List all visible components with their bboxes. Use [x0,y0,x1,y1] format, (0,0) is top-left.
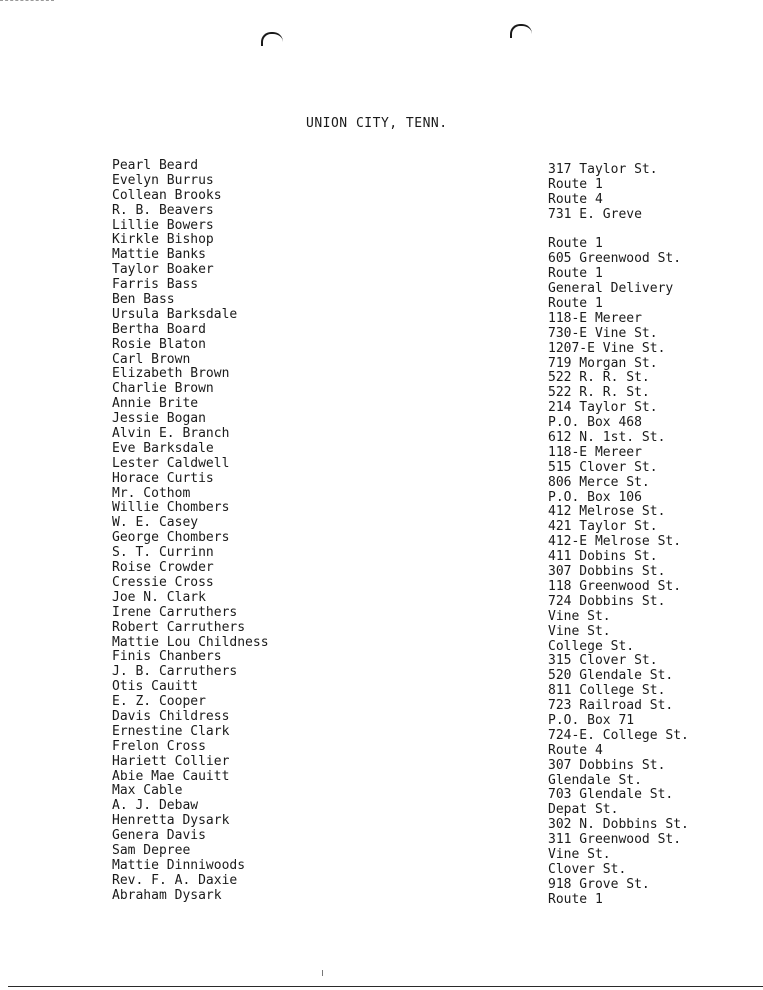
entry-name: Rosie Blaton [112,336,206,352]
entry-address: Vine St. [548,846,611,862]
entry-name: Hariett Collier [112,753,230,769]
entry-address: 118-E Mereer [548,444,642,460]
entry-address: 730-E Vine St. [548,325,658,341]
entry-name: A. J. Debaw [112,798,199,814]
entry-address: 522 R. R. St. [548,385,650,401]
entry-address: General Delivery [548,281,674,297]
entry-address: 703 Glendale St. [548,787,674,803]
entry-address: Route 1 [548,891,603,907]
entry-address: College St. [548,638,635,654]
entry-name: Henretta Dysark [112,813,230,829]
entry-address: 302 N. Dobbins St. [548,817,689,833]
entry-address: 307 Dobbins St. [548,757,666,773]
entry-address: Route 1 [548,236,603,252]
entry-address: 520 Glendale St. [548,668,674,684]
entry-name: Mr. Cothom [112,485,191,501]
entry-address: Clover St. [548,861,627,877]
entry-address: 918 Grove St. [548,876,650,892]
entry-name: Eve Barksdale [112,440,214,456]
entry-address: 118 Greenwood St. [548,578,682,594]
entry-name: Horace Curtis [112,470,214,486]
punch-hole-mark-right [510,24,532,38]
entry-name: Abraham Dysark [112,887,222,903]
entry-name: Lester Caldwell [112,455,230,471]
entry-address: 411 Dobins St. [548,549,658,565]
entry-address: 806 Merce St. [548,474,650,490]
entry-address: Route 1 [548,176,603,192]
entry-address: 311 Greenwood St. [548,832,682,848]
entry-name: Taylor Boaker [112,262,214,278]
entry-name: J. B. Carruthers [112,664,238,680]
entry-name: Annie Brite [112,396,199,412]
entry-name: Pearl Beard [112,158,199,173]
entry-address: 719 Morgan St. [548,355,658,371]
entry-name: Cressie Cross [112,574,214,590]
entry-name: Davis Childress [112,708,230,724]
entry-name: Evelyn Burrus [112,172,214,188]
page-title: UNION CITY, TENN. [306,116,448,131]
entry-name: Mattie Lou Childness [112,634,269,650]
entry-name: Max Cable [112,783,183,799]
entry-name: Joe N. Clark [112,589,206,605]
entry-address: 214 Taylor St. [548,400,658,416]
entry-address [548,223,753,238]
entry-name: Jessie Bogan [112,411,206,427]
entry-address: Vine St. [548,608,611,624]
entry-name: Sam Depree [112,842,191,858]
entry-address: 317 Taylor St. [548,162,658,177]
entry-name: Carl Brown [112,351,191,367]
entry-address: P.O. Box 71 [548,712,635,728]
punch-hole-mark-left [261,32,283,46]
entry-name: S. T. Currinn [112,545,214,561]
entry-address: 522 R. R. St. [548,370,650,386]
entry-address: 1207-E Vine St. [548,340,666,356]
bottom-rule [8,986,763,987]
entry-address: Vine St. [548,623,611,639]
entry-name: Ursula Barksdale [112,306,238,322]
entry-name: Rev. F. A. Daxie [112,872,238,888]
entry-name: Abie Mae Cauitt [112,768,230,784]
entry-name: Charlie Brown [112,381,214,397]
entry-name: Finis Chanbers [112,649,222,665]
entry-name: Otis Cauitt [112,679,199,695]
entry-address: 724 Dobbins St. [548,593,666,609]
entry-address: Route 1 [548,266,603,282]
entry-address: 412-E Melrose St. [548,534,682,550]
scan-edge-mark [0,0,54,1]
names-column [112,159,342,904]
entry-name: Genera Davis [112,828,206,844]
entry-address: 731 E. Greve [548,206,642,222]
entry-name: R. B. Beavers [112,202,214,218]
entry-address: 723 Railroad St. [548,698,674,714]
entry-address: 515 Clover St. [548,459,658,475]
entry-name: Bertha Board [112,321,206,337]
entry-name: Irene Carruthers [112,604,238,620]
entry-name: Mattie Banks [112,247,206,263]
entry-name: Kirkle Bishop [112,232,214,248]
entry-address: P.O. Box 468 [548,415,642,431]
entry-address: 811 College St. [548,683,666,699]
entry-name: Willie Chombers [112,500,230,516]
addresses-column [548,163,753,908]
entry-address: 724-E. College St. [548,727,689,743]
entry-name: Alvin E. Branch [112,426,230,442]
entry-address: Depat St. [548,802,619,818]
entry-address: 605 Greenwood St. [548,251,682,267]
entry-name: Lillie Bowers [112,217,214,233]
entry-address: Route 4 [548,742,603,758]
entry-name: Elizabeth Brown [112,366,230,382]
entry-address: P.O. Box 106 [548,489,642,505]
entry-name: Frelon Cross [112,738,206,754]
entry-address: 118-E Mereer [548,310,642,326]
entry-name: Farris Bass [112,277,199,293]
entry-address: Glendale St. [548,772,642,788]
entry-address: 315 Clover St. [548,653,658,669]
entry-address: Route 1 [548,296,603,312]
bottom-tick-mark [322,970,323,976]
entry-address: 612 N. 1st. St. [548,430,666,446]
entry-address: Route 4 [548,191,603,207]
entry-name: George Chombers [112,530,230,546]
entry-name: Mattie Dinniwoods [112,857,246,873]
entry-name: Robert Carruthers [112,619,246,635]
entry-address: 421 Taylor St. [548,519,658,535]
entry-address: 412 Melrose St. [548,504,666,520]
entry-name: Roise Crowder [112,560,214,576]
entry-name: Ernestine Clark [112,723,230,739]
entry-address: 307 Dobbins St. [548,564,666,580]
entry-name: Ben Bass [112,292,175,308]
entry-name: Collean Brooks [112,187,222,203]
entry-name: W. E. Casey [112,515,199,531]
entry-name: E. Z. Cooper [112,694,206,710]
